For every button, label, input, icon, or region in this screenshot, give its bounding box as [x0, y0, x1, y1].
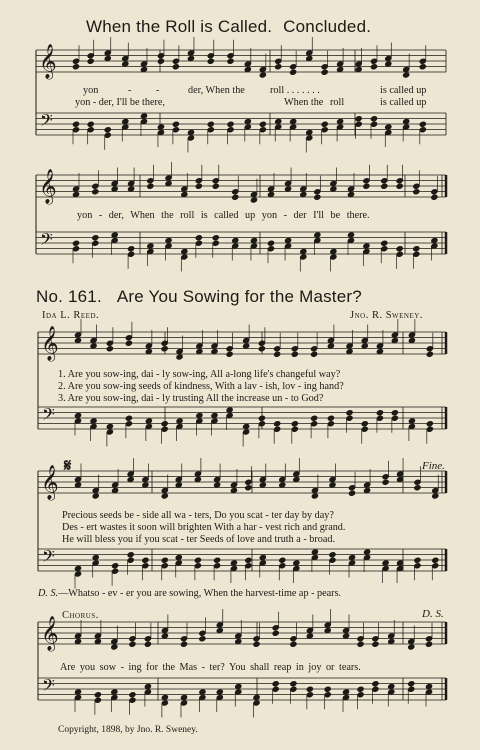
note-head [125, 335, 132, 341]
note-head [147, 183, 154, 189]
verse-1-line-1: 1. Are you sow-ing, dai - ly sow-ing, All a-long life's changeful way? [58, 369, 341, 380]
note-head [127, 557, 134, 563]
note-head [199, 630, 206, 636]
system1-lyric-bottom-a: yon - der, I'll be there, [75, 97, 165, 108]
note-head [258, 415, 265, 421]
note-head [300, 254, 307, 260]
note-head [425, 636, 432, 642]
note-head [414, 563, 421, 569]
note-head [243, 429, 250, 435]
note-head [426, 426, 433, 432]
note-head [290, 64, 297, 70]
note-head [212, 183, 219, 189]
note-head [413, 251, 420, 257]
system1-lyric-bottom-b: When the [284, 97, 324, 108]
note-head [245, 485, 252, 491]
note-head [396, 178, 403, 184]
note-head [355, 116, 362, 122]
note-head [370, 58, 377, 64]
system1-lyric-called: is called up [380, 85, 427, 96]
note-head [431, 189, 438, 195]
note-head [157, 58, 164, 64]
note-head [207, 121, 214, 127]
note-head [207, 127, 214, 133]
note-head [129, 692, 136, 698]
note-head [161, 346, 168, 352]
note-head [172, 64, 179, 70]
note-head [391, 410, 398, 416]
ds-line [38, 588, 341, 599]
note-head [290, 681, 297, 687]
note-head [128, 246, 135, 252]
note-head [426, 421, 433, 427]
note-head [226, 351, 233, 357]
note-head [357, 692, 364, 698]
note-head [413, 183, 420, 189]
note-head [425, 641, 432, 647]
note-head [125, 421, 132, 427]
note-head [267, 246, 274, 252]
note-head [274, 346, 281, 352]
note-head [291, 346, 298, 352]
note-head [413, 246, 420, 252]
note-head [306, 135, 313, 141]
note-head [381, 178, 388, 184]
note-head [111, 644, 118, 650]
note-head [274, 426, 281, 432]
note-head [348, 490, 355, 496]
note-head [355, 121, 362, 127]
note-head [311, 421, 318, 427]
note-head [161, 493, 168, 499]
treble-clef-icon: 𝄞 [39, 169, 57, 204]
note-head [363, 183, 370, 189]
note-head [321, 64, 328, 70]
hymn-title: Are You Sowing for the Master? [116, 287, 362, 306]
hymn-number: No. 161. [36, 287, 102, 306]
note-head [94, 697, 101, 703]
note-head [370, 121, 377, 127]
note-head [106, 340, 113, 346]
note-head [161, 700, 168, 706]
note-head [194, 557, 201, 563]
note-head [290, 686, 297, 692]
note-head [272, 681, 279, 687]
note-head [346, 410, 353, 416]
note-head [414, 485, 421, 491]
system1-lyric-bottom-c: roll [330, 97, 345, 108]
note-head [245, 563, 252, 569]
note-head [363, 178, 370, 184]
treble-clef-icon: 𝄞 [41, 616, 59, 651]
note-head [376, 415, 383, 421]
note-head [414, 479, 421, 485]
note-head [106, 346, 113, 352]
note-head [259, 127, 266, 133]
verse-2-line-1: 2. Are you sow-ing seeds of kindness, With a lav - ish, lov - ing hand? [58, 381, 344, 392]
chorus-label: Chorus. [62, 610, 99, 621]
note-head [144, 636, 151, 642]
note-head [161, 563, 168, 569]
note-head [194, 563, 201, 569]
note-head [72, 121, 79, 127]
note-head [250, 197, 257, 203]
treble-clef-icon: 𝄞 [41, 465, 59, 500]
note-head [432, 557, 439, 563]
system1-lyric-bottom-d: is called up [380, 97, 427, 108]
copyright-line: Copyright, 1898, by Jno. R. Sweney. [58, 725, 198, 735]
note-head [381, 240, 388, 246]
note-head [381, 183, 388, 189]
note-head [214, 563, 221, 569]
note-head [329, 557, 336, 563]
note-head [125, 415, 132, 421]
verse-1-line-2: Precious seeds be - side all wa - ters, Do you scat - ter day by day? [62, 510, 334, 521]
note-head [161, 421, 168, 427]
note-head [161, 340, 168, 346]
note-head [180, 636, 187, 642]
note-head [382, 479, 389, 485]
note-head [106, 429, 113, 435]
note-head [432, 563, 439, 569]
note-head [348, 485, 355, 491]
note-head [87, 121, 94, 127]
note-head [207, 53, 214, 59]
note-head [72, 64, 79, 70]
note-head [161, 557, 168, 563]
note-head [195, 178, 202, 184]
note-head [426, 351, 433, 357]
note-head [272, 630, 279, 636]
note-head [311, 351, 318, 357]
note-head [321, 121, 328, 127]
note-head [72, 58, 79, 64]
note-head [87, 127, 94, 133]
note-head [259, 121, 266, 127]
note-head [187, 135, 194, 141]
bass-clef-icon: 𝄢 [42, 546, 55, 570]
note-head [253, 641, 260, 647]
note-head [245, 479, 252, 485]
hymn-composer: Jno. R. Sweney. [350, 310, 423, 321]
note-head [361, 421, 368, 427]
note-head [279, 557, 286, 563]
note-head [72, 240, 79, 246]
system1-lyric-der: der, When the [188, 85, 245, 96]
note-head [227, 121, 234, 127]
system1-lyric-dash2: - [156, 85, 160, 96]
system1-lyric-roll: roll . . . . . . . [270, 85, 320, 96]
note-head [142, 563, 149, 569]
note-head [290, 641, 297, 647]
note-head [314, 194, 321, 200]
note-head [431, 194, 438, 200]
hymn-author: Ida L. Reed. [42, 310, 100, 321]
note-head [199, 636, 206, 642]
note-head [324, 692, 331, 698]
note-head [144, 641, 151, 647]
note-head [376, 410, 383, 416]
note-head [212, 240, 219, 246]
note-head [94, 692, 101, 698]
note-head [372, 681, 379, 687]
note-head [321, 127, 328, 133]
note-head [372, 641, 379, 647]
note-head [142, 557, 149, 563]
note-head [104, 127, 111, 133]
note-head [232, 189, 239, 195]
hymn-heading [36, 287, 362, 307]
note-head [372, 636, 379, 642]
note-head [227, 127, 234, 133]
note-head [92, 183, 99, 189]
note-head [112, 568, 119, 574]
note-head [212, 178, 219, 184]
note-head [258, 346, 265, 352]
note-head [391, 415, 398, 421]
note-head [419, 127, 426, 133]
note-head [258, 340, 265, 346]
note-head [104, 132, 111, 138]
system2-lyric: yon - der, When the roll is called up yon - der I'll be there. [77, 210, 370, 221]
note-head [370, 64, 377, 70]
note-head [408, 644, 415, 650]
note-head [396, 246, 403, 252]
note-head [330, 254, 337, 260]
note-head [357, 641, 364, 647]
page-title [86, 17, 371, 37]
system1-lyric-top: yon [83, 85, 99, 96]
note-head [92, 189, 99, 195]
note-head [214, 557, 221, 563]
note-head [180, 700, 187, 706]
note-head [291, 421, 298, 427]
note-head [370, 116, 377, 122]
ds-text: —Whatso - ev - er you are sowing, When the harvest-time ap - pears. [58, 588, 342, 599]
note-head [92, 493, 99, 499]
note-head [195, 183, 202, 189]
note-head [172, 58, 179, 64]
fine-marking: Fine. [422, 460, 445, 472]
note-head [227, 53, 234, 59]
note-head [92, 235, 99, 241]
note-head [87, 58, 94, 64]
segno-icon: 𝄋 [64, 456, 72, 475]
note-head [195, 240, 202, 246]
note-head [306, 686, 313, 692]
note-head [414, 557, 421, 563]
note-head [324, 686, 331, 692]
note-head [127, 552, 134, 558]
note-head [306, 692, 313, 698]
note-head [267, 240, 274, 246]
note-head [253, 700, 260, 706]
system1-lyric-dash1: - [128, 85, 132, 96]
ds-right-marking: D. S. [422, 608, 444, 620]
note-head [128, 251, 135, 257]
note-head [396, 183, 403, 189]
treble-clef-icon: 𝄞 [41, 326, 59, 361]
note-head [361, 426, 368, 432]
note-head [272, 625, 279, 631]
note-head [157, 53, 164, 59]
note-head [419, 58, 426, 64]
verse-3-line-1: 3. Are you sow-ing, dai - ly trusting All the increase un - to God? [58, 393, 324, 404]
note-head [274, 351, 281, 357]
note-head [321, 69, 328, 75]
note-head [396, 251, 403, 257]
chorus-lyric: Are you sow - ing for the Mas - ter? You shall reap in joy or tears. [60, 662, 361, 673]
note-head [327, 415, 334, 421]
note-head [92, 240, 99, 246]
note-head [357, 686, 364, 692]
note-head [161, 426, 168, 432]
bass-clef-icon: 𝄢 [42, 675, 55, 699]
note-head [112, 563, 119, 569]
note-head [419, 121, 426, 127]
note-head [212, 235, 219, 241]
note-head [311, 346, 318, 352]
note-head [147, 178, 154, 184]
note-head [74, 571, 81, 577]
treble-clef-icon: 𝄞 [39, 44, 57, 79]
note-head [72, 127, 79, 133]
note-head [181, 254, 188, 260]
note-head [413, 189, 420, 195]
note-head [275, 64, 282, 70]
verse-2-line-2: Des - ert wastes it soon will brighten With a har - vest rich and grand. [62, 522, 346, 533]
note-head [311, 493, 318, 499]
bass-clef-icon: 𝄢 [42, 404, 55, 428]
bass-clef-icon: 𝄢 [40, 229, 53, 253]
note-head [290, 69, 297, 75]
note-head [291, 426, 298, 432]
note-head [346, 415, 353, 421]
note-head [382, 474, 389, 480]
note-head [403, 72, 410, 78]
note-head [426, 346, 433, 352]
note-head [72, 246, 79, 252]
verse-3-line-2: He will bless you if you scat - ter Seeds of love and truth a - broad. [62, 534, 336, 545]
note-head [327, 421, 334, 427]
note-head [129, 697, 136, 703]
ds-label: D. S. [38, 588, 59, 599]
note-head [195, 235, 202, 241]
note-head [372, 686, 379, 692]
note-head [259, 72, 266, 78]
bass-clef-icon: 𝄢 [40, 110, 53, 134]
note-head [245, 557, 252, 563]
note-head [408, 681, 415, 687]
note-head [275, 58, 282, 64]
note-head [419, 64, 426, 70]
note-head [176, 354, 183, 360]
note-head [227, 58, 234, 64]
note-head [357, 636, 364, 642]
note-head [381, 246, 388, 252]
note-head [125, 340, 132, 346]
note-head [274, 421, 281, 427]
note-head [207, 58, 214, 64]
note-head [432, 493, 439, 499]
note-head [329, 552, 336, 558]
note-head [311, 415, 318, 421]
note-head [279, 563, 286, 569]
note-head [272, 686, 279, 692]
note-head [87, 53, 94, 59]
note-head [314, 189, 321, 195]
note-head [253, 636, 260, 642]
concluded-text: Concluded. [283, 17, 372, 36]
note-head [232, 194, 239, 200]
title-text: When the Roll is Called. [86, 17, 273, 36]
note-head [291, 351, 298, 357]
note-head [408, 686, 415, 692]
note-head [180, 641, 187, 647]
note-head [129, 641, 136, 647]
note-head [172, 121, 179, 127]
note-head [129, 636, 136, 642]
note-head [172, 127, 179, 133]
note-head [226, 346, 233, 352]
note-head [290, 636, 297, 642]
note-head [258, 421, 265, 427]
